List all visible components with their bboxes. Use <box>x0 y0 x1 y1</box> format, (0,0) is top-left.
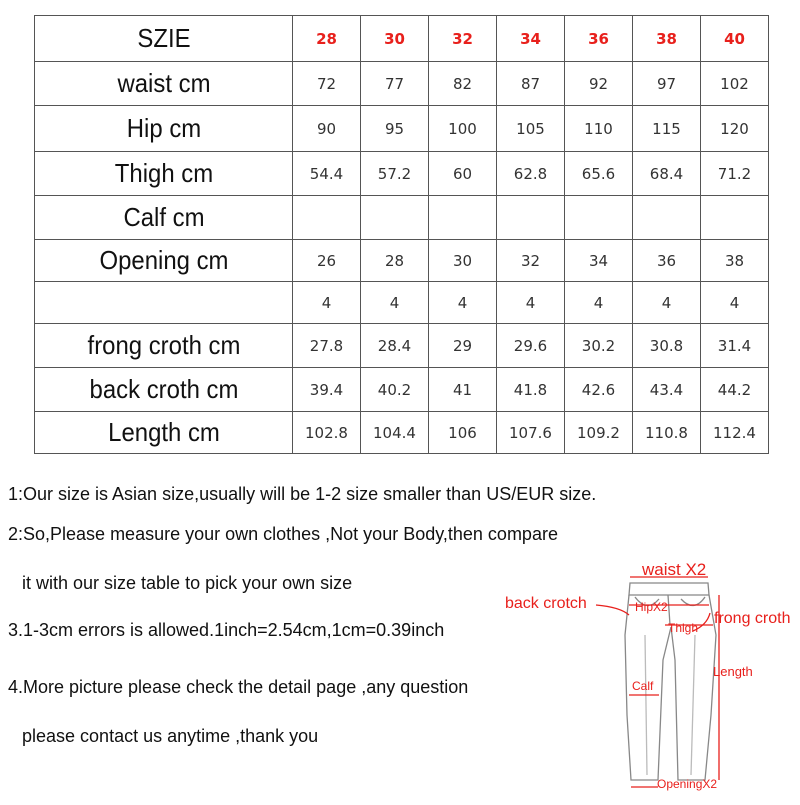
measurement-value <box>701 196 769 240</box>
measurement-value: 32 <box>497 240 565 282</box>
size-38-header: 38 <box>633 16 701 62</box>
measurement-value: 71.2 <box>701 152 769 196</box>
note-4: 4.More picture please check the detail page ,any question <box>8 677 469 697</box>
measurement-value: 4 <box>361 282 429 324</box>
measurement-value: 106 <box>429 412 497 454</box>
measurement-value: 105 <box>497 106 565 152</box>
measurement-value: 40.2 <box>361 368 429 412</box>
measurement-value: 95 <box>361 106 429 152</box>
size-40-header: 40 <box>701 16 769 62</box>
measurement-value: 87 <box>497 62 565 106</box>
size-30-header: 30 <box>361 16 429 62</box>
measurement-value <box>361 196 429 240</box>
measurement-row <box>35 106 769 152</box>
measurement-row <box>35 62 769 106</box>
measurement-value: 110.8 <box>633 412 701 454</box>
measurement-row <box>35 324 769 368</box>
calf-label: Calf <box>632 679 654 693</box>
measurement-label: back croth cm <box>45 368 282 412</box>
measurement-value: 4 <box>633 282 701 324</box>
measurement-value: 43.4 <box>633 368 701 412</box>
measurement-value: 30.2 <box>565 324 633 368</box>
measurement-value: 102.8 <box>293 412 361 454</box>
size-32-header: 32 <box>429 16 497 62</box>
measurement-value: 65.6 <box>565 152 633 196</box>
measurement-value: 4 <box>293 282 361 324</box>
measurement-value: 104.4 <box>361 412 429 454</box>
measurement-value: 110 <box>565 106 633 152</box>
measurement-row <box>35 412 769 454</box>
front-crotch-label: frong croth <box>714 610 791 627</box>
measurement-value: 30 <box>429 240 497 282</box>
measurement-value: 31.4 <box>701 324 769 368</box>
size-36-header: 36 <box>565 16 633 62</box>
measurement-label: Length cm <box>45 412 282 454</box>
measurement-value: 26 <box>293 240 361 282</box>
pants-measurement-diagram <box>495 555 800 800</box>
measurement-label: Hip cm <box>45 106 282 152</box>
measurement-value: 34 <box>565 240 633 282</box>
measurement-value: 4 <box>701 282 769 324</box>
measurement-value: 39.4 <box>293 368 361 412</box>
measurement-value: 44.2 <box>701 368 769 412</box>
note-4-continued: please contact us anytime ,thank you <box>22 726 319 746</box>
measurement-value: 68.4 <box>633 152 701 196</box>
measurement-value: 38 <box>701 240 769 282</box>
measurement-value: 36 <box>633 240 701 282</box>
measurement-value: 29 <box>429 324 497 368</box>
measurement-row <box>35 368 769 412</box>
measurement-value: 77 <box>361 62 429 106</box>
size-chart-table <box>34 15 769 454</box>
measurement-value: 41 <box>429 368 497 412</box>
measurement-value: 4 <box>429 282 497 324</box>
measurement-value: 28 <box>361 240 429 282</box>
size-34-header: 34 <box>497 16 565 62</box>
measurement-row <box>35 282 769 324</box>
measurement-value: 112.4 <box>701 412 769 454</box>
note-1: 1:Our size is Asian size,usually will be 1-2 size smaller than US/EUR size. <box>8 484 597 504</box>
measurement-value: 30.8 <box>633 324 701 368</box>
measurement-value: 57.2 <box>361 152 429 196</box>
waist-label: waist X2 <box>642 560 707 579</box>
measurement-row <box>35 152 769 196</box>
measurement-value <box>633 196 701 240</box>
measurement-value: 82 <box>429 62 497 106</box>
measurement-label: Calf cm <box>45 196 282 240</box>
back-crotch-label: back crotch <box>505 595 587 612</box>
measurement-value: 4 <box>497 282 565 324</box>
measurement-value: 28.4 <box>361 324 429 368</box>
size-header-label: SZIE <box>45 16 282 62</box>
hip-label: HipX2 <box>635 600 668 614</box>
measurement-value: 4 <box>565 282 633 324</box>
measurement-value: 41.8 <box>497 368 565 412</box>
thigh-label: Thigh <box>668 621 699 635</box>
note-2-continued: it with our size table to pick your own size <box>22 573 353 593</box>
note-3: 3.1-3cm errors is allowed.1inch=2.54cm,1cm=0.39inch <box>8 620 445 640</box>
opening-label: OpeningX2 <box>657 777 718 791</box>
measurement-value: 60 <box>429 152 497 196</box>
measurement-value: 109.2 <box>565 412 633 454</box>
measurement-value: 62.8 <box>497 152 565 196</box>
measurement-value: 72 <box>293 62 361 106</box>
length-label: Length <box>713 664 753 679</box>
size-28-header: 28 <box>293 16 361 62</box>
measurement-value <box>497 196 565 240</box>
measurement-value: 42.6 <box>565 368 633 412</box>
size-header-row <box>35 16 769 62</box>
measurement-label: frong croth cm <box>45 324 282 368</box>
measurement-value <box>565 196 633 240</box>
measurement-value: 115 <box>633 106 701 152</box>
measurement-value: 120 <box>701 106 769 152</box>
measurement-value: 100 <box>429 106 497 152</box>
measurement-value <box>293 196 361 240</box>
measurement-value <box>429 196 497 240</box>
measurement-value: 97 <box>633 62 701 106</box>
measurement-value: 92 <box>565 62 633 106</box>
measurement-row <box>35 196 769 240</box>
measurement-value: 90 <box>293 106 361 152</box>
measurement-value: 102 <box>701 62 769 106</box>
measurement-value: 107.6 <box>497 412 565 454</box>
measurement-value: 29.6 <box>497 324 565 368</box>
note-2: 2:So,Please measure your own clothes ,Not your Body,then compare <box>8 524 558 544</box>
measurement-label: Thigh cm <box>45 152 282 196</box>
measurement-row <box>35 240 769 282</box>
measurement-value: 27.8 <box>293 324 361 368</box>
measurement-label: waist cm <box>45 62 282 106</box>
measurement-label <box>45 282 282 324</box>
pants-outline-icon <box>495 555 800 800</box>
measurement-label: Opening cm <box>45 240 282 282</box>
measurement-value: 54.4 <box>293 152 361 196</box>
